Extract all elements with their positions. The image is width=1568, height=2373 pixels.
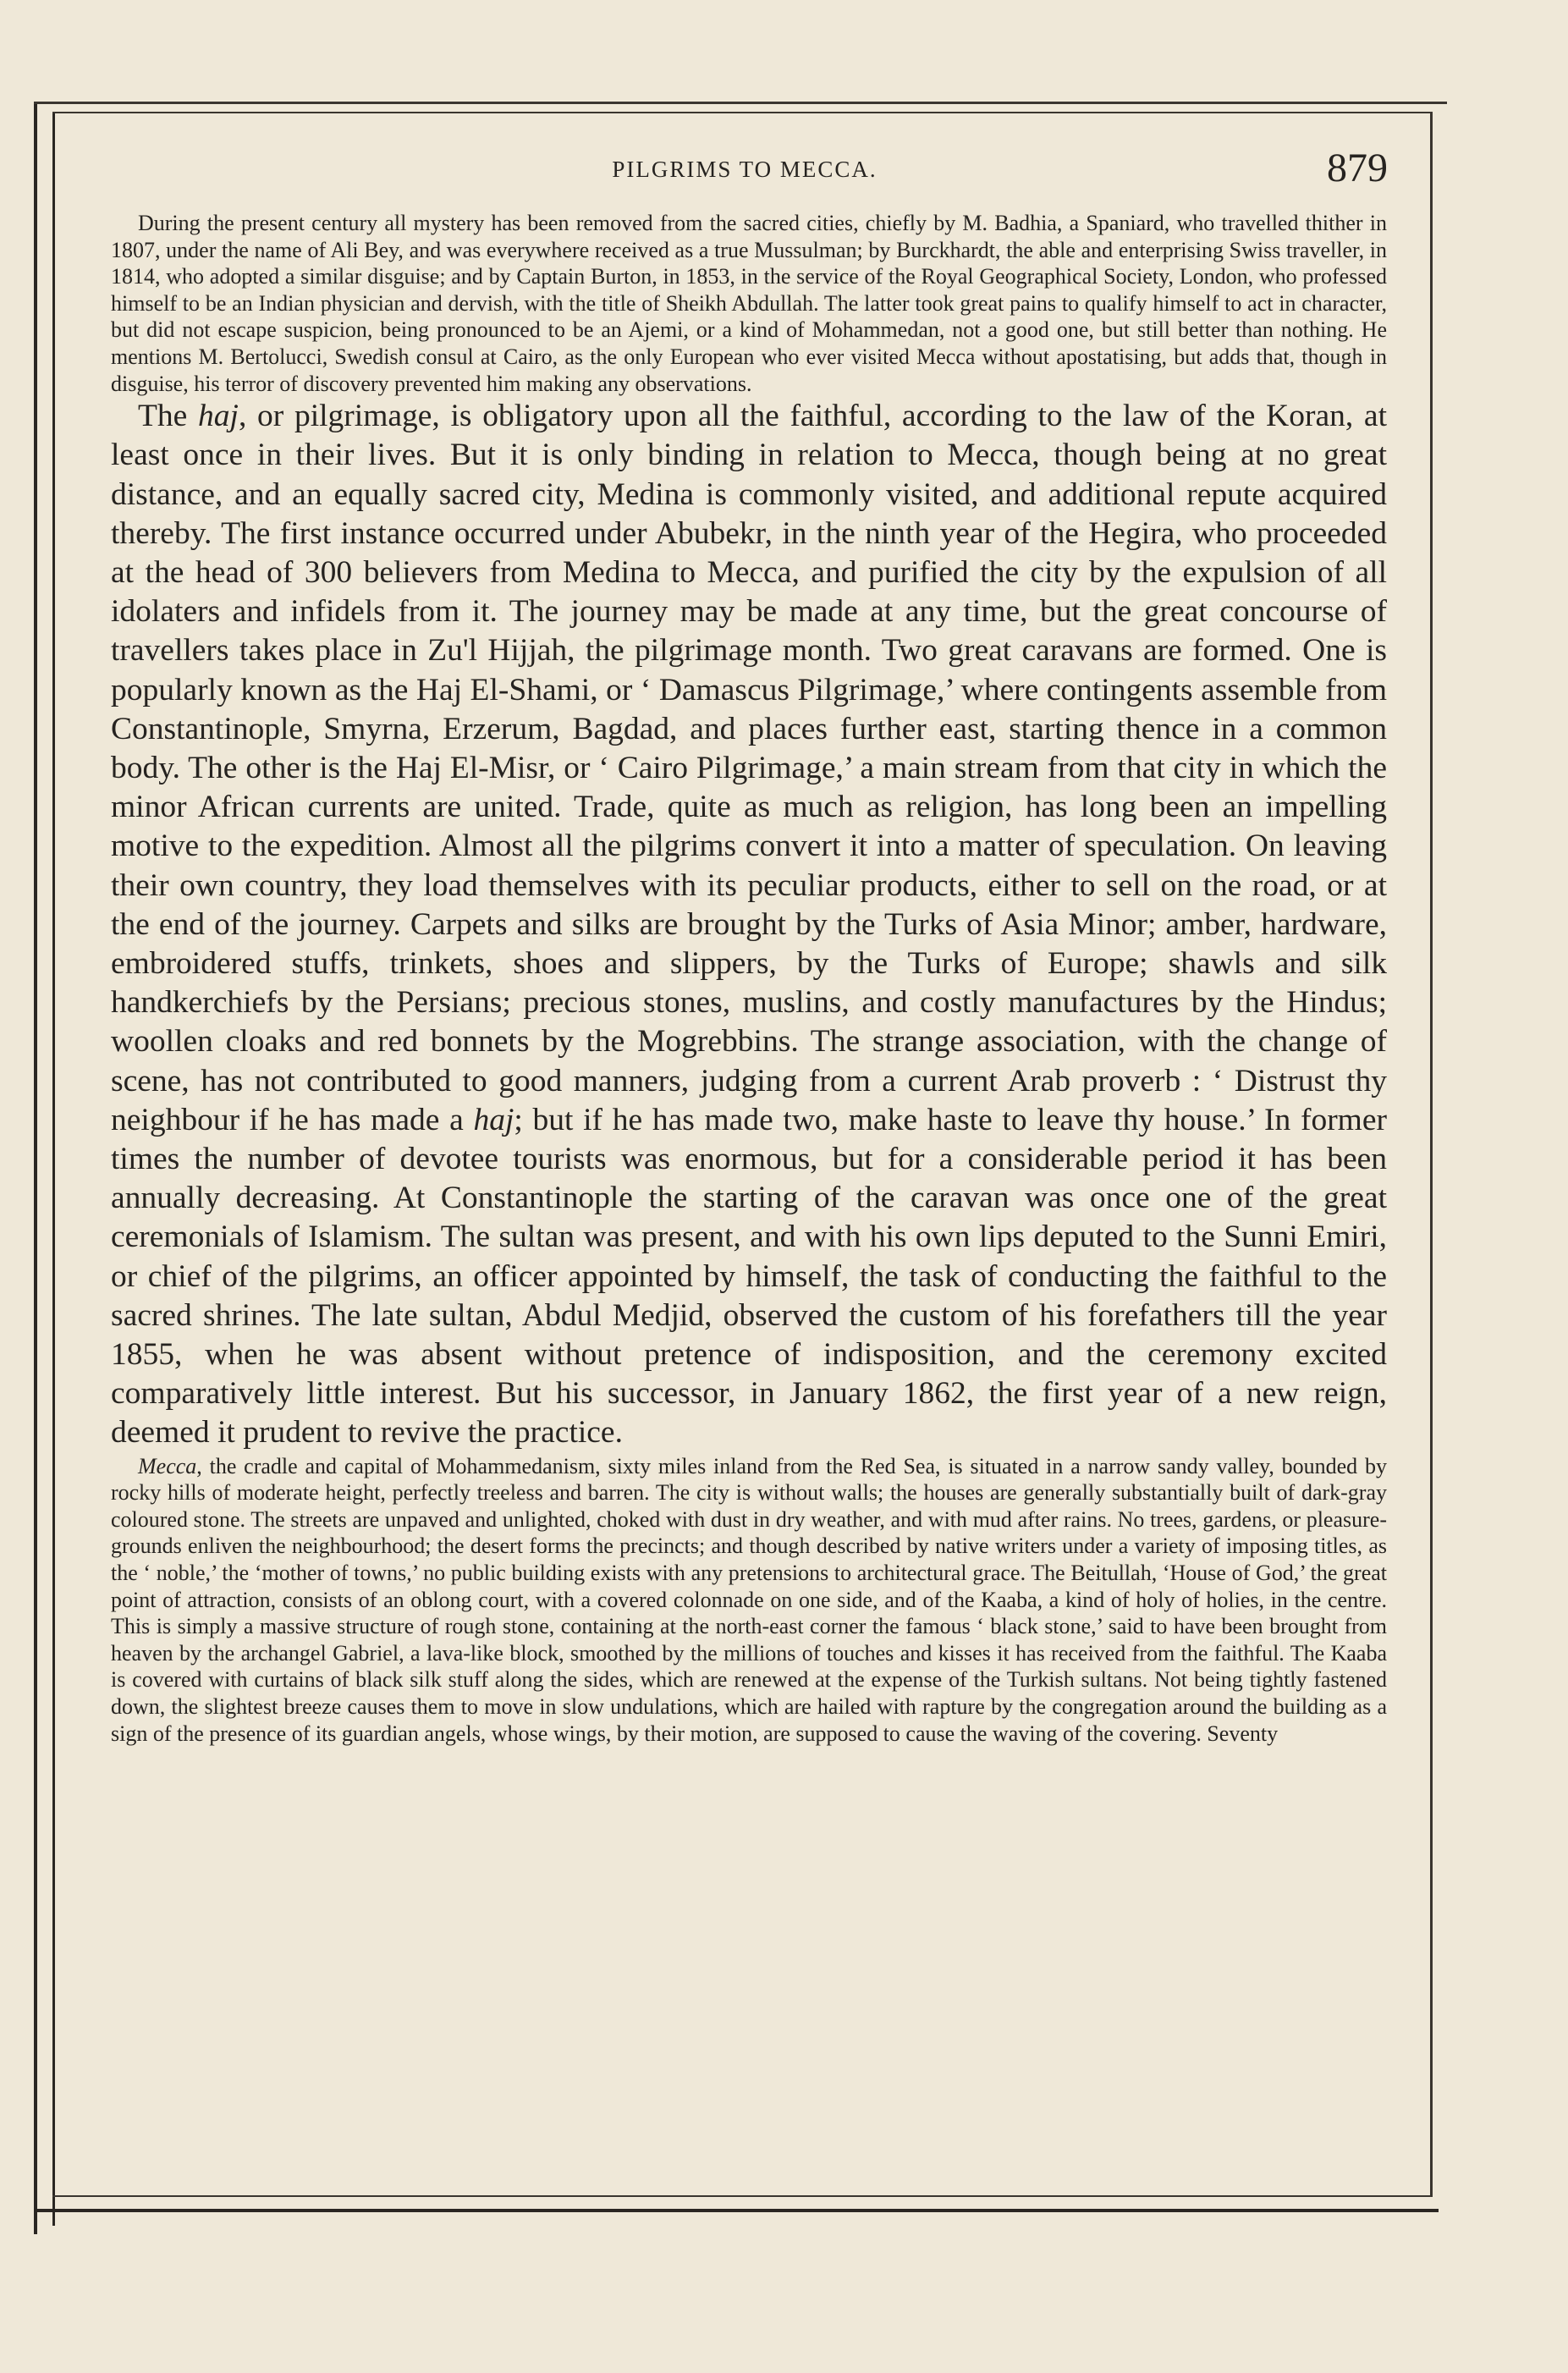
page-border-top — [34, 102, 1447, 104]
main-paragraph-haj — [111, 397, 1387, 1452]
main-text-a: The — [138, 399, 199, 434]
main-text-c: ; but if he has made two, make haste to leave thy house.’ In former times the number of devotee tourists was enormous, but for a considerable period it has been annually decreasing. At Constantinople the starting of the caravan was once one of the great ceremonials of Islamism. The sultan was present, and with his own lips deputed to the Sunni Emiri, or chief of the pilgrims, an officer appointed by himself, the task of conducting the faithful to the sacred shrines. The late sultan, Abdul Medjid, observed the custom of his forefathers till the year 1855, when he was absent without pretence of indisposition, and the ceremony excited comparatively little interest. But his successor, in January 1862, the first year of a new reign, deemed it prudent to revive the practice. — [111, 1102, 1387, 1451]
page-border-right — [1430, 112, 1433, 2197]
main-text-b: , or pilgrimage, is obligatory upon all the faithful, according to the law of the Koran, at least once in their lives. But it is only binding in relation to Mecca, though being at no great distance, and an equally sacred city, Medina is commonly visited, and additional repute acquired thereby. The first instance occurred under Abubekr, in the ninth year of the Hegira, who proceeded at the head of 300 believers from Medina to Mecca, and purified the city by the expulsion of all idolaters and infidels from it. The journey may be made at any time, but the great concourse of travellers takes place in Zu'l Hijjah, the pilgrimage month. Two great caravans are formed. One is popularly known as the Haj El-Shami, or ‘ Damascus Pilgrimage,’ where contingents assemble from Constantinople, Smyrna, Erzerum, Bagdad, and places further east, starting thence in a common body. The other is the Haj El-Misr, or ‘ Cairo Pilgrimage,’ a main stream from that city in which the minor African currents are united. Trade, quite as much as religion, has long been an impelling motive to the expedition. Almost all the pilgrims convert it into a matter of speculation. On leaving their own country, they load themselves with its peculiar products, either to sell on the road, or at the end of the journey. Carpets and silks are brought by the Turks of Asia Minor; amber, hardware, embroidered stuffs, trinkets, shoes and slippers, by the Turks of Europe; shawls and silk handkerchiefs by the Persians; precious stones, muslins, and costly manufactures by the Hindus; woollen cloaks and red bonnets by the Mogrebbins. The strange association, with the change of scene, has not contributed to good manners, judging from a current Arab proverb : ‘ Distrust thy neighbour if he has made a — [111, 399, 1387, 1137]
footnote-travellers: During the present century all mystery has been removed from the sacred cities, chiefly by M. Badhia, a Spaniard, who travelled thither in 1807, under the name of Ali Bey, and was everywhere received as a true Mussulman; by Burckhardt, the able and enterprising Swiss traveller, in 1814, who adopted a similar disguise; and by Captain Burton, in 1853, in the service of the Royal Geographical Society, London, who professed himself to be an Indian physician and dervish, with the title of Sheikh Abdullah. The latter took great pains to qualify himself to act in character, but did not escape suspicion, being pronounced to be an Ajemi, or a kind of Mohammedan, not a good one, but still better than nothing. He mentions M. Bertolucci, Swedish consul at Cairo, as the only European who ever visited Mecca without apostatising, but adds that, though in disguise, his terror of discovery prevented him making any observations. — [111, 211, 1387, 396]
running-title: PILGRIMS TO MECCA. — [612, 157, 878, 182]
page-number: 879 — [1327, 146, 1388, 190]
page-header — [102, 140, 1388, 199]
page-border-outer-left — [34, 102, 37, 2234]
haj-term: haj — [198, 399, 239, 434]
page-border-bottom — [34, 2209, 1439, 2212]
haj-term: haj — [473, 1102, 514, 1137]
mecca-description: , the cradle and capital of Mohammedanism, sixty miles inland from the Red Sea, is situated in a narrow sandy valley, bounded by rocky hills of moderate height, perfectly treeless and barren. The city is without walls; the houses are generally substantially built of dark-gray coloured stone. The streets are unpaved and unlighted, choked with dust in dry weather, and with mud after rains. No trees, gardens, or pleasure-grounds enliven the neighbourhood; the desert forms the precincts; and though described by native writers under a variety of imposing titles, as the ‘ noble,’ the ‘mother of towns,’ no public building exists with any pretensions to architectural grace. The Beitullah, ‘House of God,’ the great point of attraction, consists of an oblong court, with a covered colonnade on one side, and of the Kaaba, a kind of holy of holies, in the centre. This is simply a massive structure of rough stone, containing at the north-east corner the famous ‘ black stone,’ said to have been brought from heaven by the archangel Gabriel, a lava-like block, smoothed by the millions of touches and kisses it has received from the faithful. The Kaaba is covered with curtains of black silk stuff along the sides, which are renewed at the expense of the Turkish sultans. Not being tightly fastened down, the slightest breeze causes them to move in slow undulations, which are hailed with rapture by the congregation around the building as a sign of the presence of its guardian angels, whose wings, by their motion, are supposed to cause the waving of the covering. Seventy — [111, 1453, 1387, 1746]
footnote-mecca — [111, 1453, 1387, 1748]
page-border-bottom-inner — [52, 2195, 1432, 2197]
page-border-top-inner — [52, 112, 1432, 113]
mecca-lead-word: Mecca — [138, 1453, 197, 1478]
page-border-inner-left — [52, 112, 55, 2226]
page-content — [111, 210, 1387, 1747]
